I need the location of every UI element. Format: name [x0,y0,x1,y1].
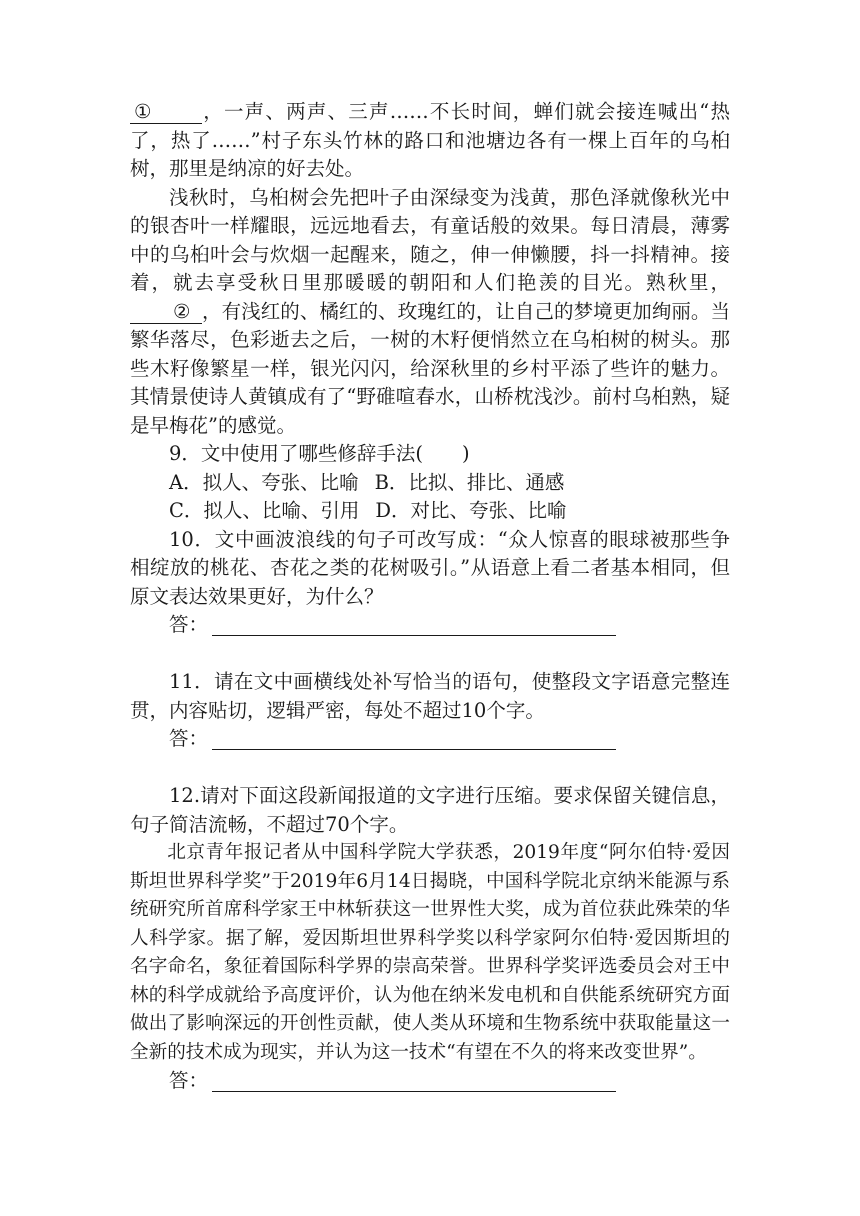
passage-p2-text-a: 浅秋时，乌桕树会先把叶子由深绿变为浅黄，那色泽就像秋光中的银杏叶一样耀眼，远远地看去，有童话般的效果。每日清晨，薄雾中的乌桕叶会与炊烟一起醒来，随之，伸一伸懒腰，抖一抖精神。接着，就去享受秋日里那暖暖的朝阳和人们艳羡的目光。熟秋里， [130,185,730,294]
question-10-stem: 10．文中画波浪线的句子可改写成：“众人惊喜的眼球被那些争相绽放的桃花、杏花之类的花树吸引。”从语意上看二者基本相同，但原文表达效果更好，为什么？ [130,527,730,608]
passage-paragraph-1 [130,98,730,184]
question-9-options-row-1 [130,469,730,498]
option-d[interactable]: D．对比、夸张、比喻 [375,499,567,522]
fill-blank-1[interactable]: ① [130,101,202,124]
option-a[interactable]: A．拟人、夸张、比喻 [169,470,359,494]
question-12-stem: 12.请对下面这段新闻报道的文字进行压缩。要求保留关键信息，句子简洁流畅，不超过70个字。 [130,784,730,836]
passage-p2-text-b: ，有浅红的、橘红的、玫瑰红的，让自己的梦境更加绚丽。当繁华落尽，色彩逝去之后，一树的木籽便悄然立在乌桕树的树头。那些木籽像繁星一样，银光闪闪，给深秋里的乡村平添了些许的魅力。其情景使诗人黄镇成有了“野碓喧春水，山桥枕浅沙。前村乌桕熟，疑是早梅花”的感觉。 [130,299,730,437]
fill-blank-2[interactable]: ② [130,301,202,324]
answer-label: 答： [169,1069,209,1092]
news-paragraph: 北京青年报记者从中国科学院大学获悉，2019年度“阿尔伯特·爱因斯坦世界科学奖”于2019年6月14日揭晓，中国科学院北京纳米能源与系统研究所首席科学家王中林斩获这一世界性大奖，成为首位获此殊荣的华人科学家。据了解，爱因斯坦世界科学奖以科学家阿尔伯特·爱因斯坦的名字命名，象征着国际科学界的崇高荣誉。世界科学奖评选委员会对王中林的科学成就给予高度评价，认为他在纳米发电机和自供能系统研究方面做出了影响深远的开创性贡献，使人类从环境和生物系统中获取能量这一全新的技术成为现实，并认为这一技术“有望在不久的将来改变世界”。 [130,842,730,1063]
answer-line[interactable] [212,729,616,750]
passage-p1-text: ，一声、两声、三声……不长时间，蝉们就会接连喊出“热了，热了……”村子东头竹林的路口和池塘边各有一棵上百年的乌桕树，那里是纳凉的好去处。 [130,100,730,180]
question-10-answer-row [130,611,730,640]
question-9-stem: 9．文中使用了哪些修辞手法( ) [169,442,470,465]
answer-label: 答： [169,613,209,636]
passage-paragraph-2 [130,184,730,441]
question-9-options-row-2 [130,497,730,526]
answer-line[interactable] [212,1071,616,1092]
option-c[interactable]: C．拟人、比喻、引用 [169,499,360,522]
question-11-answer-row [130,725,730,754]
question-12-answer-row [130,1067,730,1096]
spacer [130,640,730,669]
option-b[interactable]: B．比拟、排比、通感 [374,470,565,494]
question-11-stem: 11．请在文中画横线处补写恰当的语句，使整段文字语意完整连贯，内容贴切，逻辑严密，每处不超过10个字。 [130,670,730,722]
answer-line[interactable] [212,615,616,636]
worksheet-page [130,98,730,1096]
spacer [130,754,730,783]
answer-label: 答： [169,727,209,750]
